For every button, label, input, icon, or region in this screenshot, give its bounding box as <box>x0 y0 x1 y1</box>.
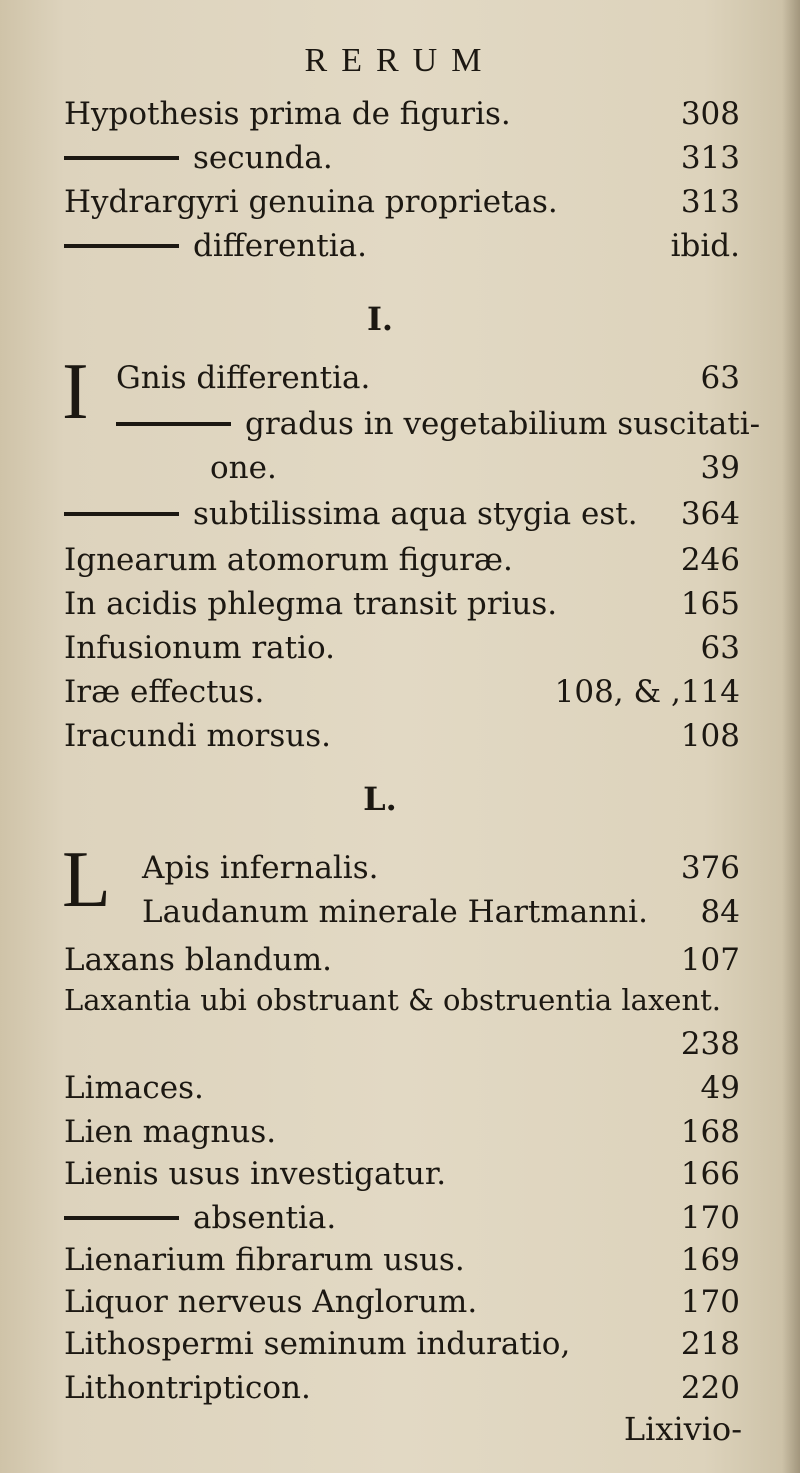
entry-page: 313 <box>680 140 740 176</box>
entry-page: 308 <box>680 96 740 132</box>
index-entry <box>116 402 761 446</box>
entry-page: 107 <box>680 942 740 978</box>
index-entry <box>142 846 740 890</box>
entry-text: Laudanum minerale Hartmanni. <box>142 894 648 930</box>
entry-page: 220 <box>680 1370 740 1406</box>
index-entry <box>64 626 740 670</box>
index-entry <box>64 978 746 1022</box>
entry-page: 364 <box>680 496 740 532</box>
entry-text: secunda. <box>193 140 333 176</box>
entry-page: 108 <box>680 718 740 754</box>
catchword: Lixivio- <box>623 1410 742 1448</box>
entry-text: Laxantia ubi obstruant & obstruentia laxent. <box>64 983 722 1017</box>
index-entry <box>64 492 740 536</box>
entry-page: 238 <box>680 1026 740 1062</box>
entry-page: 108, & ,114 <box>554 674 740 710</box>
index-entry <box>142 890 740 934</box>
entry-text: Infusionum ratio. <box>64 630 335 666</box>
entry-text: Iræ effectus. <box>64 674 265 710</box>
entry-page: 166 <box>680 1156 740 1192</box>
ditto-dash <box>64 156 179 160</box>
entry-text: Liquor nerveus Anglorum. <box>64 1284 478 1320</box>
entry-text: Hydrargyri genuina proprietas. <box>64 184 558 220</box>
entry-text: Gnis differentia. <box>116 360 371 396</box>
entry-text: Hypothesis prima de figuris. <box>64 96 511 132</box>
entry-text: Limaces. <box>64 1070 204 1106</box>
index-entry <box>64 670 740 714</box>
entry-page: 376 <box>680 850 740 886</box>
entry-page: ibid. <box>670 228 740 264</box>
entry-text: Laxans blandum. <box>64 942 333 978</box>
entry-page: 39 <box>700 450 740 486</box>
index-entry <box>64 1238 740 1282</box>
entry-text: Lienarium fibrarum usus. <box>64 1242 465 1278</box>
dropcap-i: I <box>62 348 89 436</box>
ditto-dash <box>64 1216 179 1220</box>
entry-page: 168 <box>680 1114 740 1150</box>
index-entry <box>64 938 740 982</box>
entry-text: Lienis usus investigatur. <box>64 1156 447 1192</box>
index-entry <box>64 180 740 224</box>
entry-page: 84 <box>700 894 740 930</box>
entry-text: Lithontripticon. <box>64 1370 311 1406</box>
index-entry <box>64 136 740 180</box>
page-edge-shadow <box>782 0 800 1473</box>
section-heading-l: L. <box>363 780 397 818</box>
index-entry <box>116 356 740 400</box>
running-head: RERUM <box>304 42 496 79</box>
entry-text: Apis infernalis. <box>142 850 379 886</box>
index-entry <box>210 446 740 490</box>
section-heading-i: I. <box>366 300 394 338</box>
entry-page: 63 <box>700 630 740 666</box>
index-entry <box>64 1322 740 1366</box>
index-entry <box>64 224 740 268</box>
entry-page: 313 <box>680 184 740 220</box>
index-entry <box>64 714 740 758</box>
entry-text: In acidis phlegma transit prius. <box>64 586 558 622</box>
entry-page: 218 <box>680 1326 740 1362</box>
entry-page: 165 <box>680 586 740 622</box>
index-entry <box>64 1110 740 1154</box>
index-entry <box>64 1152 740 1196</box>
index-entry <box>64 538 740 582</box>
index-entry <box>64 1366 740 1410</box>
entry-text: subtilissima aqua stygia est. <box>193 496 638 532</box>
index-entry <box>64 1280 740 1324</box>
entry-page: 169 <box>680 1242 740 1278</box>
index-entry <box>64 1066 740 1110</box>
ditto-dash <box>64 244 179 248</box>
entry-text: absentia. <box>193 1200 337 1236</box>
entry-text: Lithospermi seminum induratio, <box>64 1326 571 1362</box>
dropcap-l: L <box>62 836 111 924</box>
entry-text: one. <box>210 450 277 486</box>
index-entry <box>64 92 740 136</box>
ditto-dash <box>64 512 179 516</box>
index-entry <box>64 1022 740 1066</box>
entry-page: 170 <box>680 1284 740 1320</box>
entry-text: gradus in vegetabilium suscitati- <box>245 406 761 442</box>
entry-page: 170 <box>680 1200 740 1236</box>
ditto-dash <box>116 422 231 426</box>
entry-text: Ignearum atomorum figuræ. <box>64 542 513 578</box>
entry-text: differentia. <box>193 228 367 264</box>
entry-page: 246 <box>680 542 740 578</box>
entry-text: Lien magnus. <box>64 1114 277 1150</box>
entry-page: 49 <box>700 1070 740 1106</box>
index-entry <box>64 582 740 626</box>
entry-page: 63 <box>700 360 740 396</box>
entry-text: Iracundi morsus. <box>64 718 331 754</box>
index-entry <box>64 1196 740 1240</box>
